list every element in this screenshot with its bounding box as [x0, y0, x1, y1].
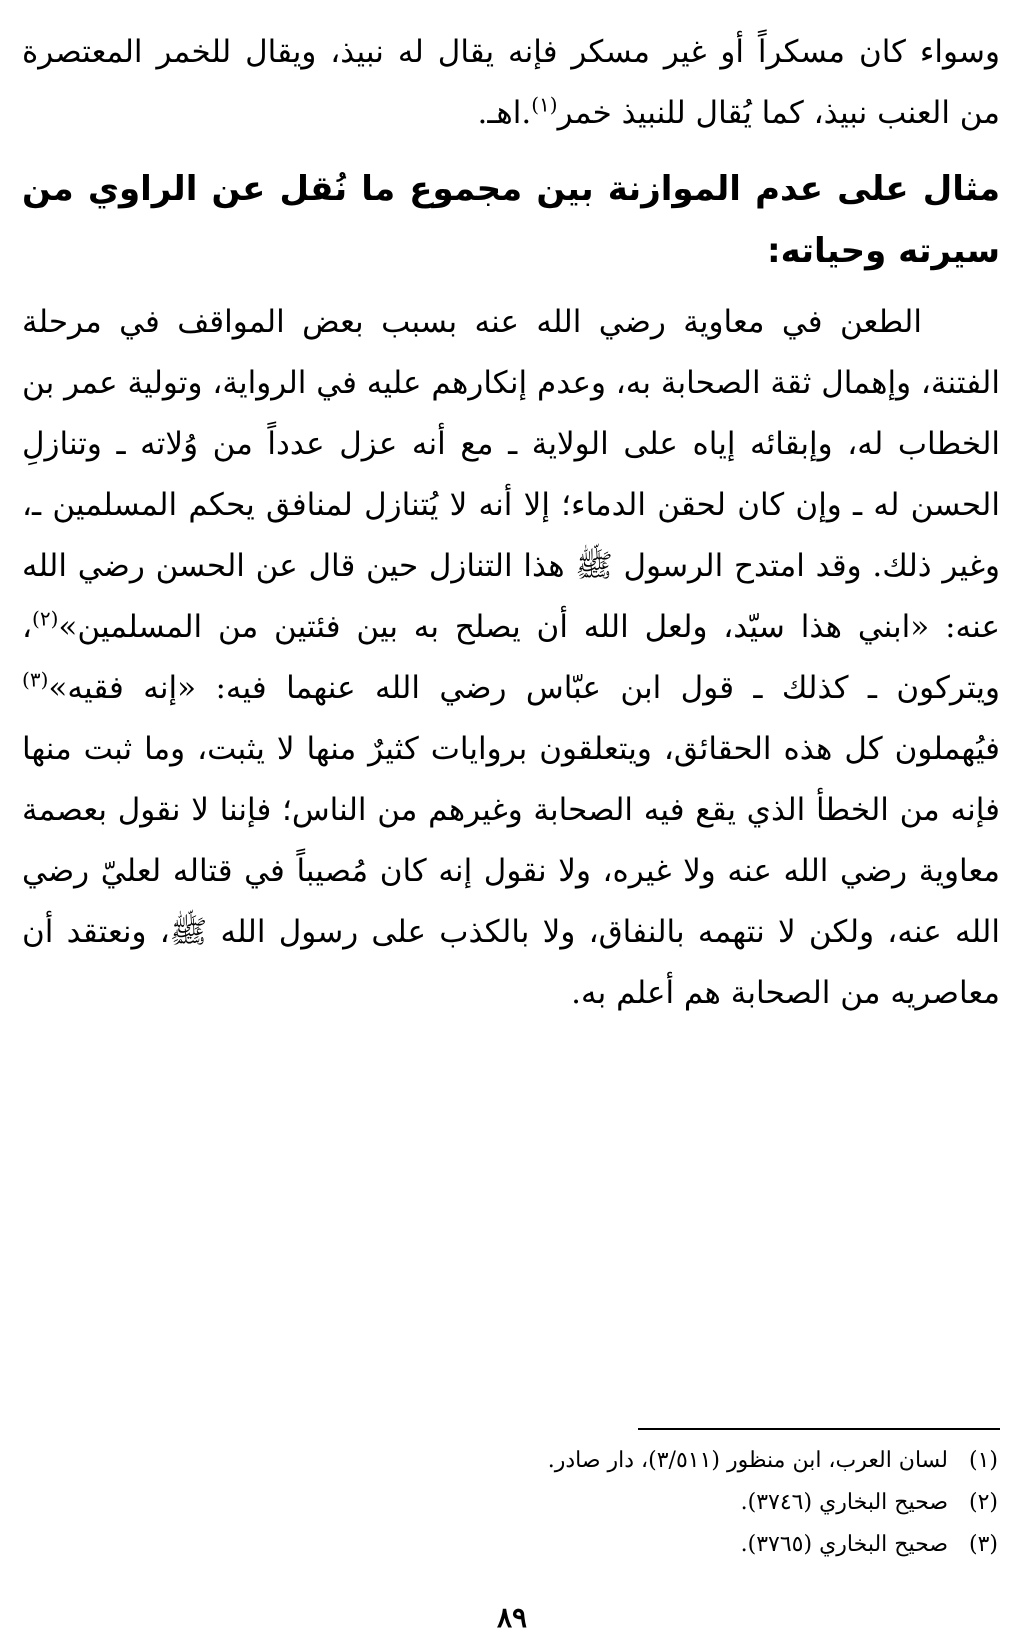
paragraph-nabidh-text: وسواء كان مسكراً أو غير مسكر فإنه يقال له نبيذ، ويقال للخمر المعتصرة من العنب نبيذ، كما يُقال للنبيذ خمر — [22, 34, 1000, 131]
footnote-ref-2: (٢) — [32, 606, 59, 631]
paragraph-muawiya-part-b: ، ويتركون ـ كذلك ـ قول ابن عبّاس رضي الله عنهما فيه: «إنه فقيه» — [22, 609, 1000, 706]
footnote-number: (٣) — [968, 1532, 998, 1557]
footnote-number: (٢) — [968, 1490, 998, 1515]
footnote-item — [98, 1482, 998, 1524]
paragraph-muawiya-part-c: فيُهملون كل هذه الحقائق، ويتعلقون بروايات كثيرٌ منها لا يثبت، وما ثبت منها فإنه من الخطأ الذي يقع فيه الصحابة وغيرهم من الناس؛ فإننا لا نقول بعصمة معاوية رضي الله عنه ولا غيره، ولا نقول إنه كان مُصيباً في قتاله لعليّ رضي الله عنه، ولكن لا نتهمه بالنفاق، ولا بالكذب على رسول الله ﷺ، ونعتقد أن معاصريه من الصحابة هم أعلم به. — [22, 731, 1000, 1011]
page-number: ٨٩ — [496, 1601, 528, 1634]
footnote-number: (١) — [968, 1448, 998, 1473]
paragraph-nabidh-end: .اهـ. — [477, 95, 532, 131]
footnote-item — [98, 1440, 998, 1482]
footnote-text: صحيح البخاري (٣٧٦٥). — [740, 1532, 948, 1557]
section-heading: مثال على عدم الموازنة بين مجموع ما نُقل عن الراوي من سيرته وحياته: — [22, 169, 1000, 271]
footnote-divider — [638, 1428, 1000, 1430]
footnotes-list — [98, 1440, 998, 1566]
footnote-ref-3: (٣) — [22, 667, 49, 692]
footnote-text: صحيح البخاري (٣٧٤٦). — [740, 1490, 948, 1515]
main-text — [22, 22, 1000, 1024]
footnote-text: لسان العرب، ابن منظور (٣/٥١١)، دار صادر. — [547, 1448, 948, 1473]
paragraph-muawiya — [22, 292, 1000, 1024]
footnote-item — [98, 1524, 998, 1566]
paragraph-nabidh — [22, 22, 1000, 144]
paragraph-muawiya-part-a: الطعن في معاوية رضي الله عنه بسبب بعض المواقف في مرحلة الفتنة، وإهمال ثقة الصحابة به، وعدم إنكارهم عليه في الرواية، وتولية عمر بن الخطاب له، وإبقائه إياه على الولاية ـ مع أنه عزل عدداً من وُلاته ـ وتنازلِ الحسن له ـ وإن كان لحقن الدماء؛ إلا أنه لا يُتنازل لمنافق يحكم المسلمين ـ، وغير ذلك. وقد امتدح الرسول ﷺ هذا التنازل حين قال عن الحسن رضي الله عنه: «ابني هذا سيّد، ولعل الله أن يصلح به بين فئتين من المسلمين» — [22, 304, 1000, 645]
footnote-ref-1: (١) — [531, 92, 558, 117]
